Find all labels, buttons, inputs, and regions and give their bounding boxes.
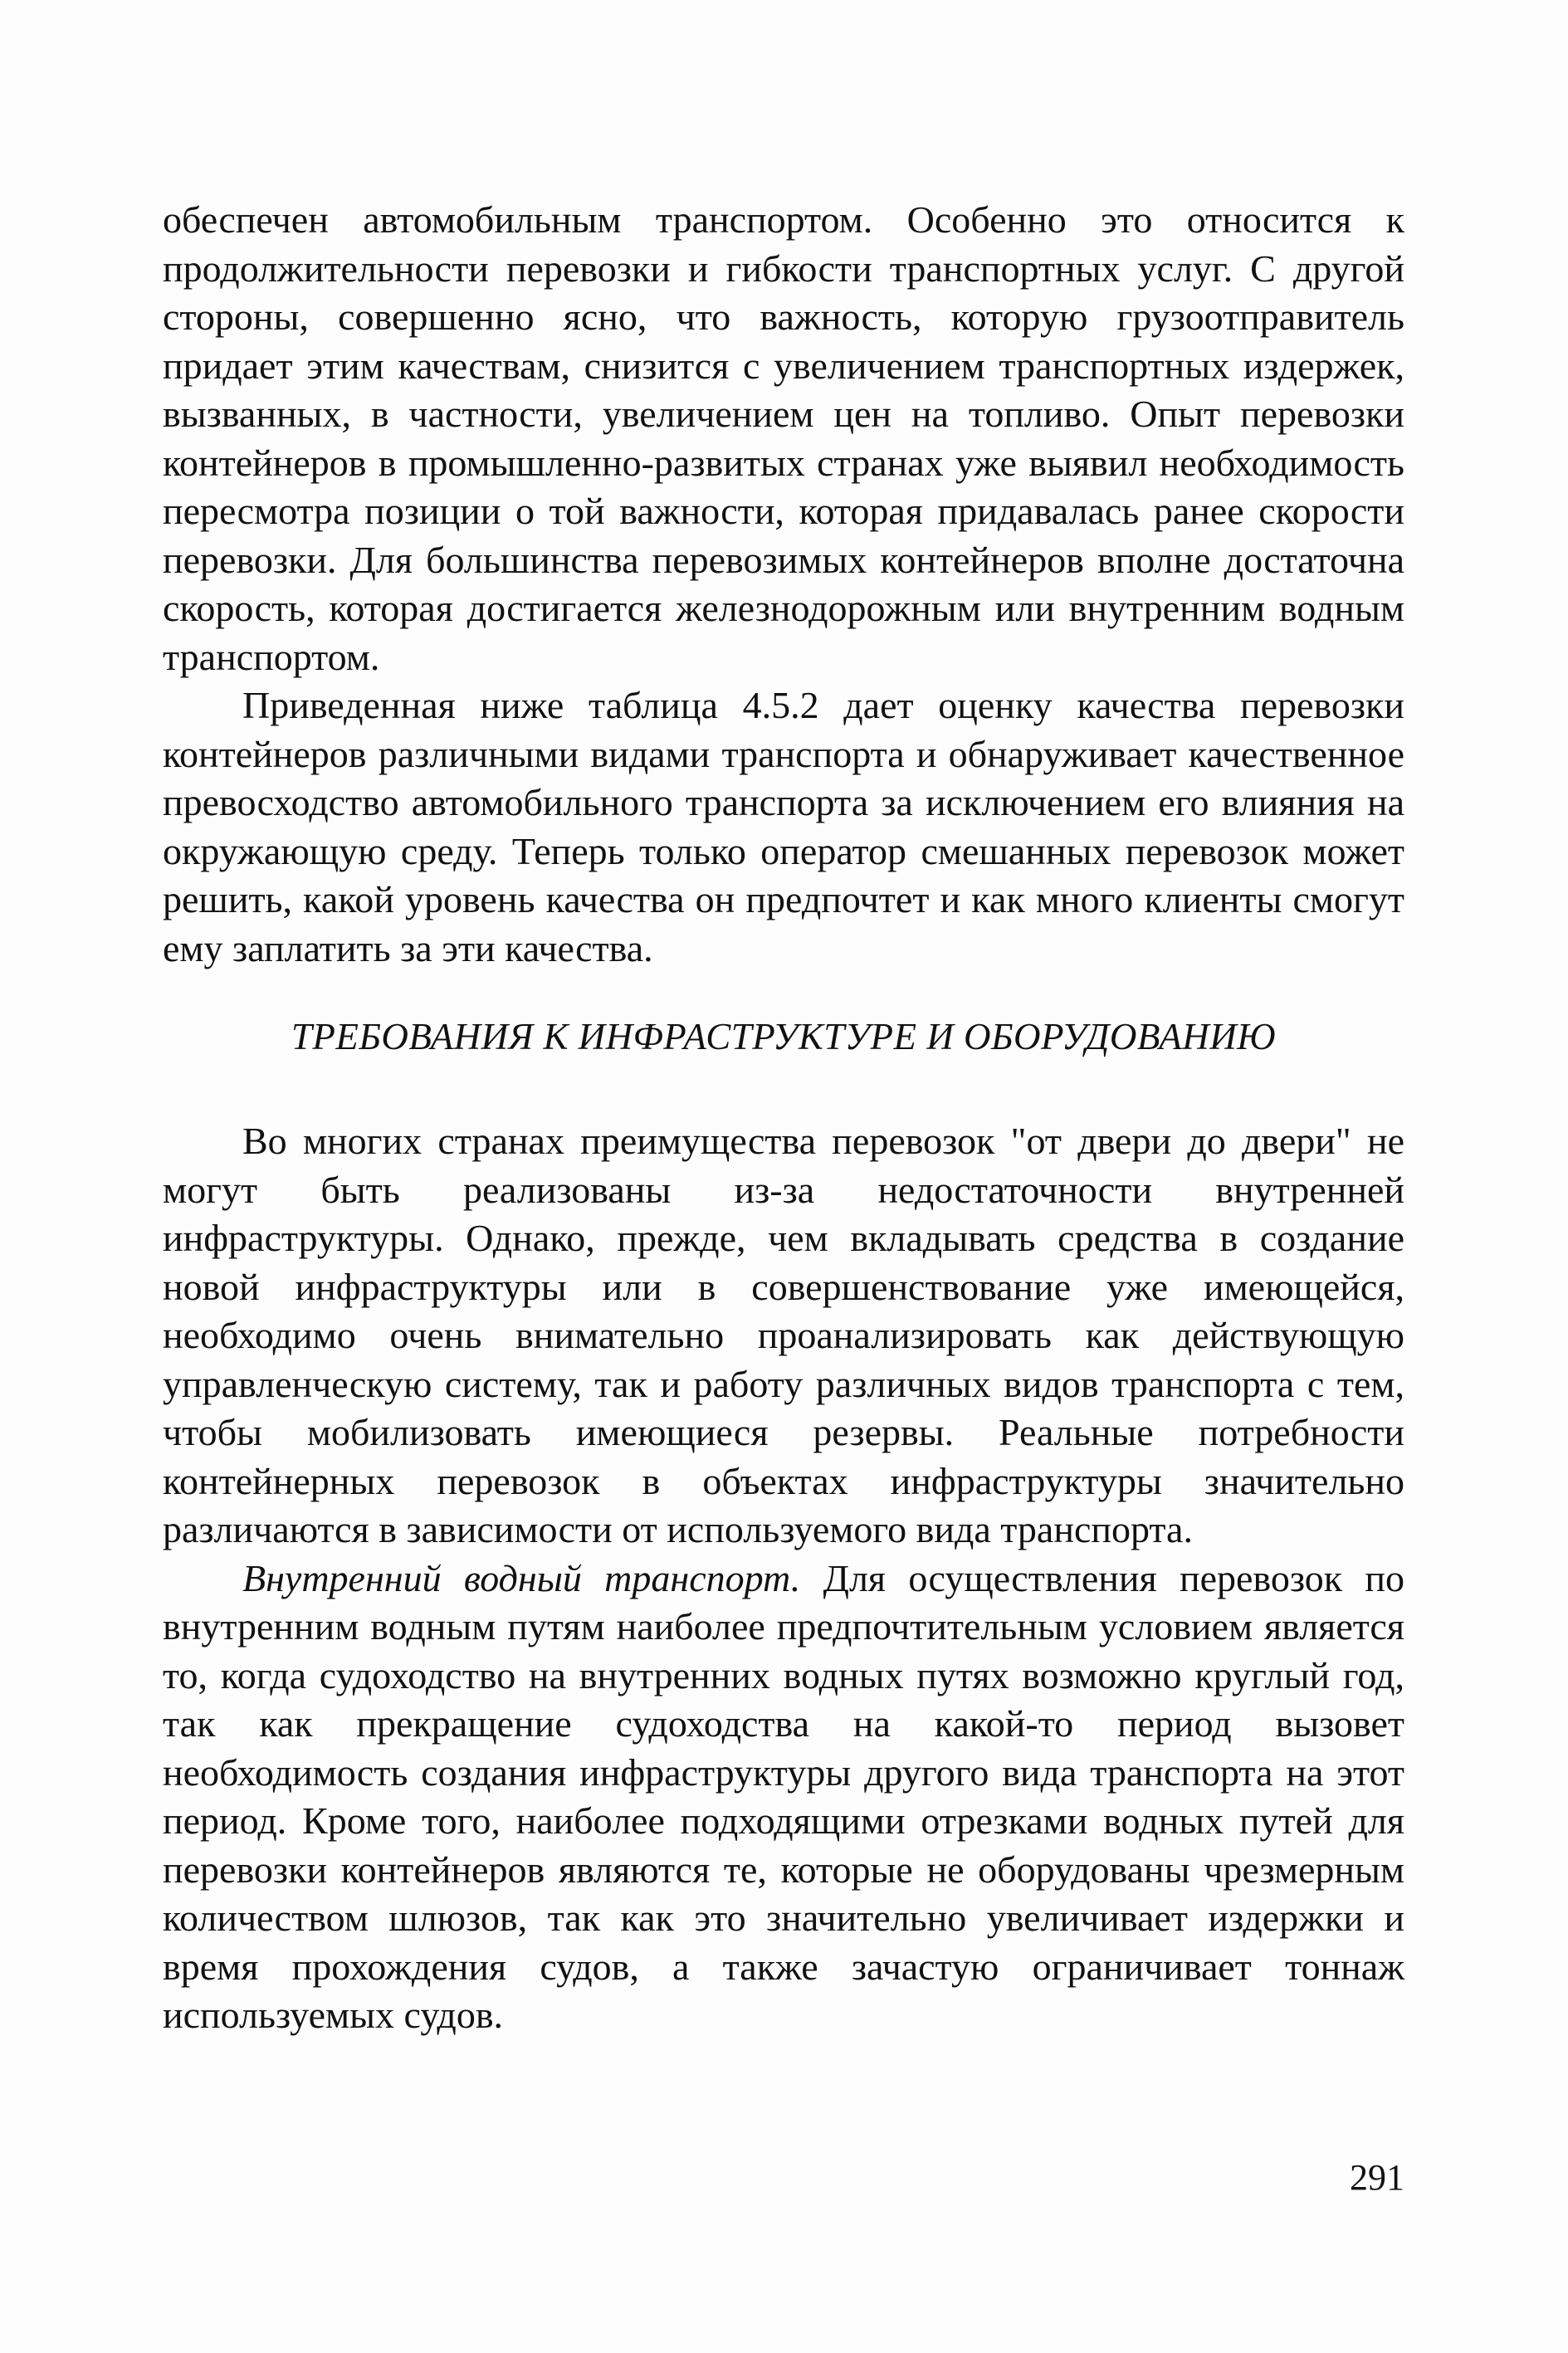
section-heading: ТРЕБОВАНИЯ К ИНФРАСТРУКТУРЕ И ОБОРУДОВАНИЮ — [291, 1016, 1277, 1057]
paragraph-4-body: Для осуществления перевозок по внутренним водным путям наиболее предпочтительным условием является то, когда судоходство на внутренних водных путях возможно круглый год, так как прекращение судоходства на какой-то период вызовет необходимость создания инфраструктуры другого вида транспорта на этот период. Кроме того, наиболее подходящими отрезками водных путей для перевозки контейнеров являются те, которые не оборудованы чрезмерным количеством шлюзов, так как это значительно увеличивает издержки и время прохождения судов, а также зачастую ограничивает тоннаж используемых судов. — [163, 1556, 1404, 2036]
page-number: 291 — [1350, 2157, 1404, 2198]
paragraph-2: Приведенная ниже таблица 4.5.2 дает оценку качества перевозки контейнеров различными видами транспорта и обнаруживает качественное превосходство автомобильного транспорта за исключением его влияния на окружающую среду. Теперь только оператор смешанных перевозок может решить, какой уровень качества он предпочтет и как много клиенты смогут ему заплатить за эти качества. — [163, 684, 1404, 969]
paragraph-3: Во многих странах преимущества перевозок "от двери до двери" не могут быть реализованы из-за недостаточности внутренней инфраструктуры. Однако, прежде, чем вкладывать средства в создание новой инфраструктуры или в совершенствование уже имеющейся, необходимо очень внимательно проанализировать как действующую управленческую систему, так и работу различных видов транспорта с тем, чтобы мобилизовать имеющиеся резервы. Реальные потребности контейнерных перевозок в объектах инфраструктуры значительно различаются в зависимости от используемого вида транспорта. — [163, 1120, 1404, 1550]
paragraph-1: обеспечен автомобильным транспортом. Особенно это относится к продолжительности перевозки и гибкости транспортных услуг. С другой стороны, совершенно ясно, что важность, которую грузоотправитель придает этим качествам, снизится с увеличением транспортных издержек, вызванных, в частности, увеличением цен на топливо. Опыт перевозки контейнеров в промышленно-развитых странах уже выявил необходимость пересмотра позиции о той важности, которая придавалась ранее скорости перевозки. Для большинства перевозимых контейнеров вполне достаточна скорость, которая достигается железнодорожным или внутренним водным транспортом. — [163, 198, 1404, 678]
text-block-bottom — [163, 1117, 1404, 2040]
paragraph-4 — [163, 1555, 1404, 2040]
paragraph-4-lead: Внутренний водный транспорт. — [242, 1556, 801, 1599]
text-block-top — [163, 196, 1404, 973]
